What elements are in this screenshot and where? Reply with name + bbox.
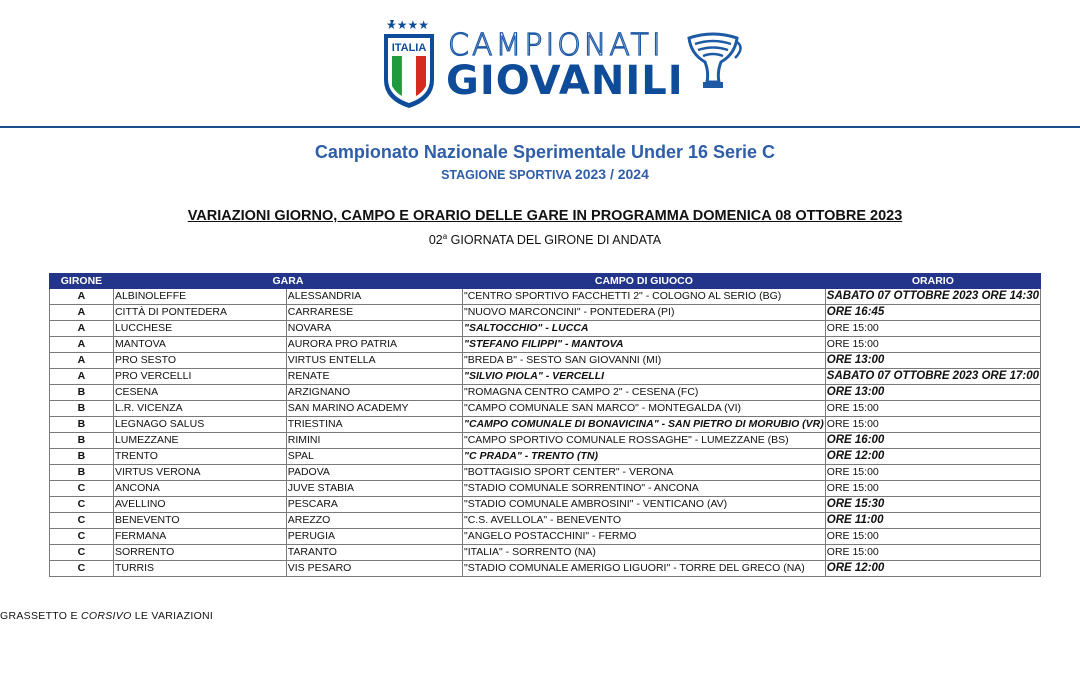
away-team-cell: CARRARESE (286, 305, 462, 321)
orario-cell: ORE 13:00 (825, 353, 1040, 369)
home-team-cell: LUMEZZANE (113, 433, 286, 449)
campo-cell: "STADIO COMUNALE SORRENTINO" - ANCONA (463, 481, 826, 497)
campo-cell: "CENTRO SPORTIVO FACCHETTI 2" - COLOGNO AL SERIO (BG) (463, 289, 826, 305)
header-divider (0, 126, 1080, 128)
season-label: STAGIONE SPORTIVA (441, 168, 572, 182)
away-team-cell: SAN MARINO ACADEMY (286, 401, 462, 417)
col-campo: CAMPO DI GIUOCO (463, 274, 826, 289)
campo-cell: "ROMAGNA CENTRO CAMPO 2" - CESENA (FC) (463, 385, 826, 401)
table-row (50, 385, 1041, 401)
campo-cell: "STADIO COMUNALE AMERIGO LIGUORI" - TORRE DEL GRECO (NA) (463, 561, 826, 577)
away-team-cell: TRIESTINA (286, 417, 462, 433)
table-row (50, 529, 1041, 545)
legend-part-3: LE VARIAZIONI (131, 610, 214, 622)
girone-cell: A (50, 369, 114, 385)
girone-cell: C (50, 513, 114, 529)
legend-part-2: CORSIVO (81, 610, 132, 622)
col-orario: ORARIO (825, 274, 1040, 289)
campo-cell: "ANGELO POSTACCHINI" - FERMO (463, 529, 826, 545)
table-row (50, 449, 1041, 465)
campo-cell: "CAMPO COMUNALE DI BONAVICINA" - SAN PIETRO DI MORUBIO (VR) (463, 417, 826, 433)
orario-cell: ORE 13:00 (825, 385, 1040, 401)
campo-cell: "NUOVO MARCONCINI" - PONTEDERA (PI) (463, 305, 826, 321)
orario-cell: ORE 15:30 (825, 497, 1040, 513)
orario-cell: ORE 15:00 (825, 401, 1040, 417)
home-team-cell: FERMANA (113, 529, 286, 545)
orario-cell: ORE 12:00 (825, 449, 1040, 465)
figc-shield-icon (380, 18, 438, 110)
round-superscript: a (442, 232, 448, 241)
away-team-cell: PERUGIA (286, 529, 462, 545)
brand-line-2: GIOVANILI (446, 58, 684, 104)
orario-cell: ORE 15:00 (825, 337, 1040, 353)
table-row (50, 513, 1041, 529)
home-team-cell: TRENTO (113, 449, 286, 465)
away-team-cell: RIMINI (286, 433, 462, 449)
girone-cell: C (50, 481, 114, 497)
table-row (50, 433, 1041, 449)
variations-heading: VARIAZIONI GIORNO, CAMPO E ORARIO DELLE GARE IN PROGRAMMA DOMENICA 08 OTTOBRE 2023 (187, 208, 903, 224)
home-team-cell: L.R. VICENZA (113, 401, 286, 417)
girone-cell: C (50, 497, 114, 513)
away-team-cell: NOVARA (286, 321, 462, 337)
table-row (50, 353, 1041, 369)
table-row (50, 545, 1041, 561)
table-row (50, 481, 1041, 497)
orario-cell: SABATO 07 OTTOBRE 2023 ORE 14:30 (825, 289, 1040, 305)
table-row (50, 305, 1041, 321)
campo-cell: "STEFANO FILIPPI" - MANTOVA (463, 337, 826, 353)
away-team-cell: JUVE STABIA (286, 481, 462, 497)
orario-cell: ORE 15:00 (825, 529, 1040, 545)
variations-table (49, 273, 1041, 577)
girone-cell: A (50, 305, 114, 321)
girone-cell: B (50, 417, 114, 433)
orario-cell: ORE 15:00 (825, 481, 1040, 497)
table-row (50, 561, 1041, 577)
season-line (0, 166, 1080, 182)
orario-cell: ORE 16:45 (825, 305, 1040, 321)
home-team-cell: TURRIS (113, 561, 286, 577)
girone-cell: B (50, 401, 114, 417)
campo-cell: "CAMPO COMUNALE SAN MARCO" - MONTEGALDA (VI) (463, 401, 826, 417)
orario-cell: ORE 16:00 (825, 433, 1040, 449)
legend-note (0, 610, 213, 622)
girone-cell: A (50, 321, 114, 337)
away-team-cell: PESCARA (286, 497, 462, 513)
away-team-cell: ARZIGNANO (286, 385, 462, 401)
round-number: 02 (428, 233, 443, 248)
home-team-cell: PRO SESTO (113, 353, 286, 369)
home-team-cell: ALBINOLEFFE (113, 289, 286, 305)
season-year: 2023 / 2024 (574, 166, 649, 182)
girone-cell: B (50, 449, 114, 465)
girone-cell: B (50, 465, 114, 481)
table-row (50, 465, 1041, 481)
brand-line-1: CAMPIONATI (448, 28, 664, 63)
table-row (50, 417, 1041, 433)
legend-part-1: GRASSETTO E (0, 610, 82, 622)
campo-cell: "C.S. AVELLOLA" - BENEVENTO (463, 513, 826, 529)
orario-cell: ORE 15:00 (825, 545, 1040, 561)
col-girone: GIRONE (50, 274, 114, 289)
away-team-cell: PADOVA (286, 465, 462, 481)
page-title: Campionato Nazionale Sperimentale Under 16 Serie C (314, 142, 776, 162)
away-team-cell: ALESSANDRIA (286, 289, 462, 305)
campo-cell: "STADIO COMUNALE AMBROSINI" - VENTICANO (AV) (463, 497, 826, 513)
home-team-cell: LUCCHESE (113, 321, 286, 337)
away-team-cell: SPAL (286, 449, 462, 465)
orario-cell: SABATO 07 OTTOBRE 2023 ORE 17:00 (825, 369, 1040, 385)
campionati-giovanili-logo (378, 16, 748, 112)
away-team-cell: VIRTUS ENTELLA (286, 353, 462, 369)
home-team-cell: CITTÀ DI PONTEDERA (113, 305, 286, 321)
table-row (50, 289, 1041, 305)
table-row (50, 401, 1041, 417)
away-team-cell: TARANTO (286, 545, 462, 561)
home-team-cell: VIRTUS VERONA (113, 465, 286, 481)
girone-cell: B (50, 433, 114, 449)
home-team-cell: AVELLINO (113, 497, 286, 513)
campo-cell: "SALTOCCHIO" - LUCCA (463, 321, 826, 337)
home-team-cell: PRO VERCELLI (113, 369, 286, 385)
trophy-icon (683, 32, 743, 94)
girone-cell: A (50, 289, 114, 305)
orario-cell: ORE 15:00 (825, 417, 1040, 433)
home-team-cell: CESENA (113, 385, 286, 401)
campo-cell: "ITALIA" - SORRENTO (NA) (463, 545, 826, 561)
orario-cell: ORE 11:00 (825, 513, 1040, 529)
col-gara: GARA (113, 274, 462, 289)
girone-cell: A (50, 353, 114, 369)
table-row (50, 369, 1041, 385)
table-row (50, 321, 1041, 337)
campo-cell: "C PRADA" - TRENTO (TN) (463, 449, 826, 465)
orario-cell: ORE 12:00 (825, 561, 1040, 577)
away-team-cell: AURORA PRO PATRIA (286, 337, 462, 353)
girone-cell: C (50, 561, 114, 577)
away-team-cell: AREZZO (286, 513, 462, 529)
table-header-row (50, 274, 1041, 289)
svg-text:★★★★: ★★★★ (386, 18, 430, 32)
campo-cell: "SILVIO PIOLA" - VERCELLI (463, 369, 826, 385)
shield-text: ITALIA (391, 42, 427, 54)
round-line (0, 232, 1080, 247)
orario-cell: ORE 15:00 (825, 321, 1040, 337)
table-body (50, 289, 1041, 577)
girone-cell: C (50, 545, 114, 561)
home-team-cell: ANCONA (113, 481, 286, 497)
round-text: GIORNATA DEL GIRONE DI ANDATA (447, 233, 662, 248)
home-team-cell: BENEVENTO (113, 513, 286, 529)
girone-cell: B (50, 385, 114, 401)
away-team-cell: RENATE (286, 369, 462, 385)
home-team-cell: MANTOVA (113, 337, 286, 353)
away-team-cell: VIS PESARO (286, 561, 462, 577)
orario-cell: ORE 15:00 (825, 465, 1040, 481)
home-team-cell: SORRENTO (113, 545, 286, 561)
girone-cell: C (50, 529, 114, 545)
campo-cell: "BREDA B" - SESTO SAN GIOVANNI (MI) (463, 353, 826, 369)
home-team-cell: LEGNAGO SALUS (113, 417, 286, 433)
campo-cell: "CAMPO SPORTIVO COMUNALE ROSSAGHE" - LUMEZZANE (BS) (463, 433, 826, 449)
girone-cell: A (50, 337, 114, 353)
campo-cell: "BOTTAGISIO SPORT CENTER" - VERONA (463, 465, 826, 481)
table-row (50, 497, 1041, 513)
table-row (50, 337, 1041, 353)
